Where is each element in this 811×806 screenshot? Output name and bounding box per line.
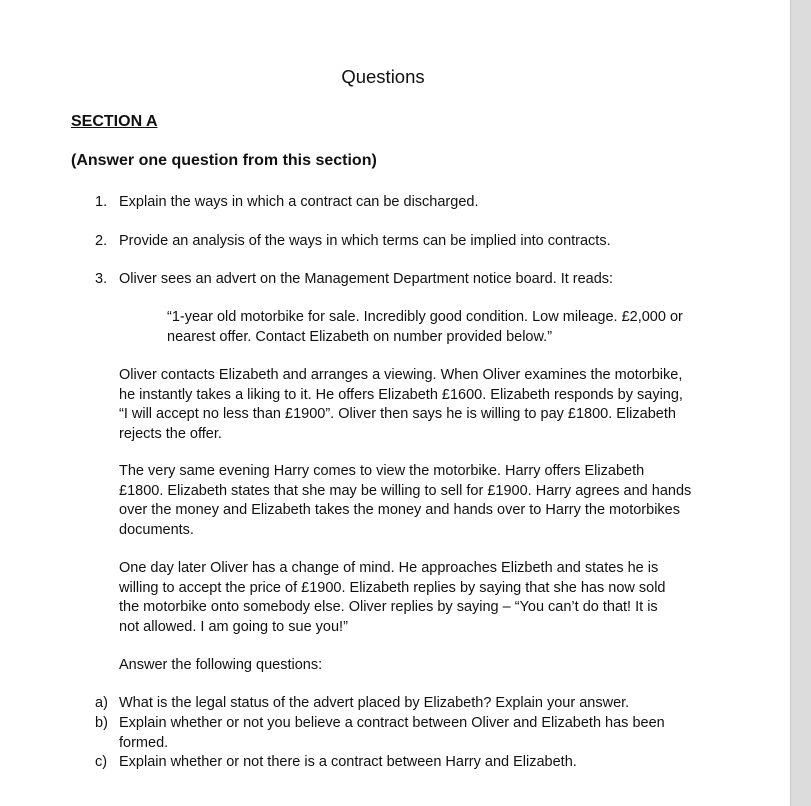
paragraph-line: One day later Oliver has a change of mind. He approaches Elizbeth and states he is [119, 560, 659, 576]
question-text: Provide an analysis of the ways in which terms can be implied into contracts. [119, 233, 611, 249]
paragraph-line: “I will accept no less than £1900”. Oliver then says he is willing to pay £1800. Elizabeth [119, 406, 676, 422]
paragraph-line: the motorbike onto somebody else. Oliver replies by saying – “You can’t do that! It is [119, 599, 658, 615]
paragraph-line: documents. [119, 521, 194, 538]
question-text: Oliver sees an advert on the Management Department notice board. It reads: [119, 271, 614, 287]
sub-question-text: Explain whether or not there is a contract between Harry and Elizabeth. [119, 754, 577, 770]
sub-question-label: a) [95, 695, 108, 711]
paragraph-line: rejects the offer. [119, 425, 222, 442]
paragraph-line: £1800. Elizabeth states that she may be willing to sell for £1900. Harry agrees and hands [119, 482, 692, 499]
question-number: 2. [95, 233, 108, 249]
question-number: 3. [95, 271, 108, 287]
sub-question-text: formed. [119, 734, 169, 751]
paragraph-line: over the money and Elizabeth takes the money and hands over to Harry the motorbikes [119, 502, 680, 518]
paragraph-line: Oliver contacts Elizabeth and arranges a viewing. When Oliver examines the motorbike, [119, 367, 683, 383]
sub-question-label: b) [95, 715, 108, 731]
scenario-paragraph [119, 366, 683, 444]
section-instruction: (Answer one question from this section) [71, 152, 377, 169]
vertical-scrollbar[interactable] [790, 0, 811, 806]
paragraph-line: Answer the following questions: [119, 657, 323, 673]
sub-question-text: What is the legal status of the advert placed by Elizabeth? Explain your answer. [119, 695, 630, 711]
sub-question-label: c) [95, 754, 108, 770]
paragraph-line: willing to accept the price of £1900. Elizabeth replies by saying that she has now sold [119, 579, 666, 596]
document-title: Questions [341, 66, 425, 87]
advert-quote [167, 308, 683, 347]
sub-question-text: Explain whether or not you believe a contract between Oliver and Elizabeth has been [119, 715, 665, 731]
paragraph-line: The very same evening Harry comes to view the motorbike. Harry offers Elizabeth [119, 463, 645, 479]
scenario-paragraph [119, 559, 666, 637]
question-number: 1. [95, 194, 108, 210]
section-heading: SECTION A [71, 113, 158, 130]
question-text: Explain the ways in which a contract can be discharged. [119, 194, 479, 210]
quote-line: nearest offer. Contact Elizabeth on number provided below.” [167, 328, 553, 345]
paragraph-line: he instantly takes a liking to it. He offers Elizabeth £1600. Elizabeth responds by saying, [119, 386, 683, 403]
answer-prompt [119, 656, 322, 676]
paragraph-line: not allowed. I am going to sue you!” [119, 618, 348, 635]
quote-line: “1-year old motorbike for sale. Incredibly good condition. Low mileage. £2,000 or [167, 309, 683, 325]
scenario-paragraph [119, 462, 691, 540]
